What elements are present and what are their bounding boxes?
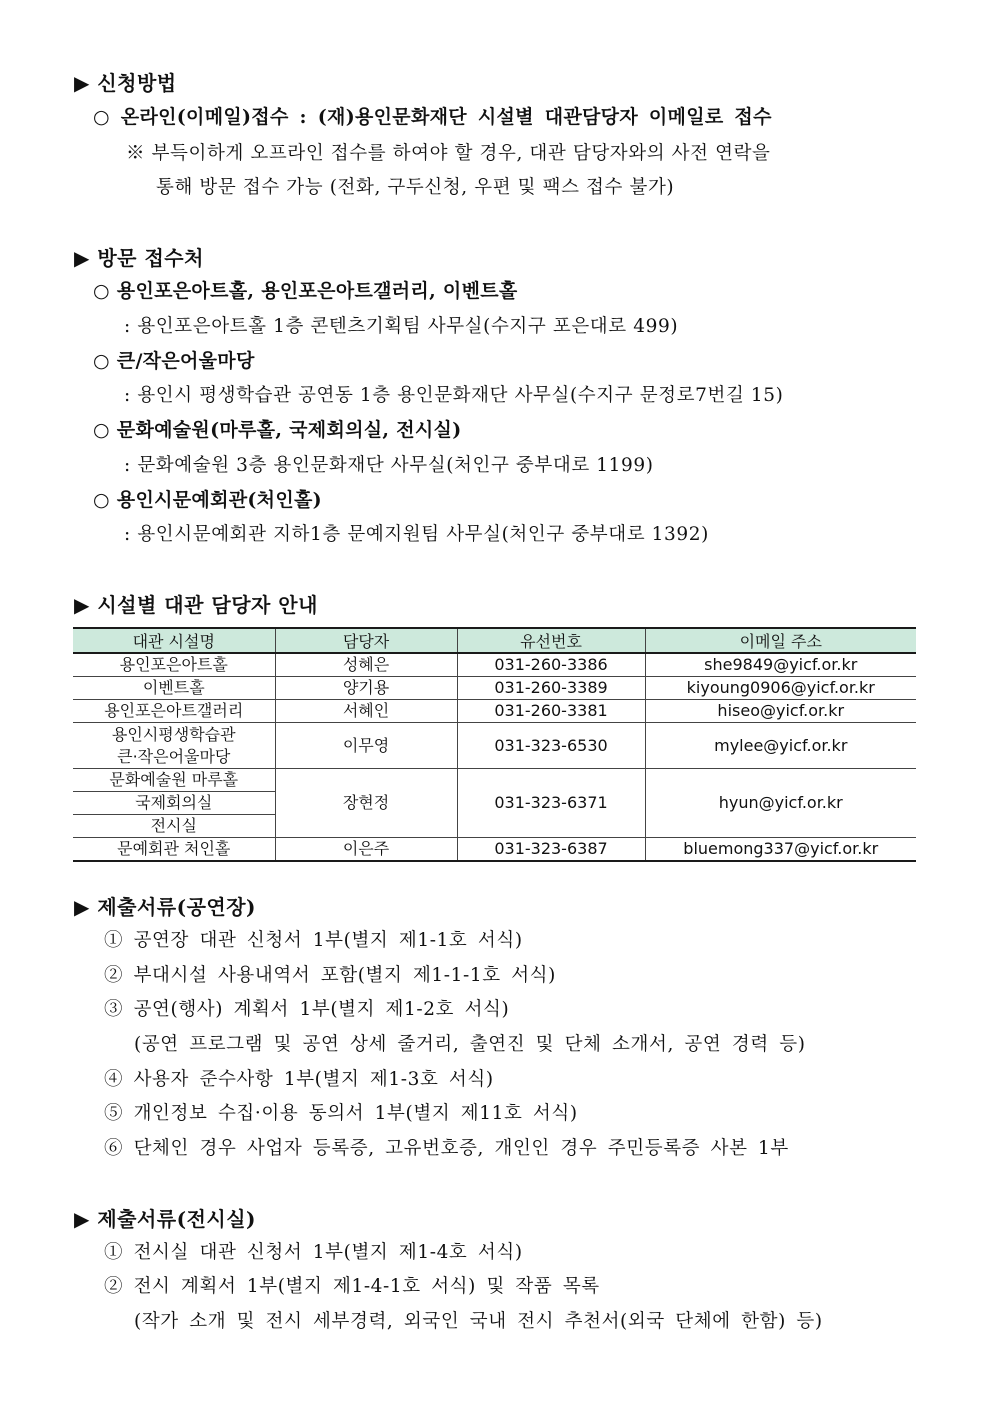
venue-name-eoulmadang: ○ 큰/작은어울마당	[93, 350, 255, 372]
manager-cell: 서혜인	[275, 700, 457, 723]
document-item: ② 전시 계획서 1부(별지 제1-4-1호 서식) 및 작품 목록	[104, 1276, 600, 1297]
table-row	[73, 700, 916, 723]
manager-cell: 이은주	[275, 838, 457, 862]
offline-note-line1: ※ 부득이하게 오프라인 접수를 하여야 할 경우, 대관 담당자와의 사전 연락을	[126, 143, 771, 164]
table-row	[73, 838, 916, 862]
offline-note-line2: 통해 방문 접수 가능 (전화, 구두신청, 우편 및 팩스 접수 불가)	[156, 177, 675, 198]
document-item: ① 공연장 대관 신청서 1부(별지 제1-1호 서식)	[104, 930, 523, 951]
section-heading-visit: ▶ 방문 접수처	[74, 246, 204, 270]
document-item-detail: (공연 프로그램 및 공연 상세 줄거리, 출연진 및 단체 소개서, 공연 경력 등)	[134, 1034, 806, 1055]
facility-cell: 국제회의실	[73, 792, 275, 815]
table-row	[73, 677, 916, 700]
table-row	[73, 723, 916, 769]
venue-address-poeun: : 용인포은아트홀 1층 콘텐츠기획팀 사무실(수지구 포은대로 499)	[124, 316, 679, 337]
email-cell: she9849@yicf.or.kr	[645, 653, 916, 677]
table-row	[73, 769, 916, 792]
online-application-item: ○ 온라인(이메일)접수 : (재)용인문화재단 시설별 대관담당자 이메일로 접수	[93, 106, 772, 128]
manager-cell: 이무영	[275, 723, 457, 769]
column-header-email: 이메일 주소	[645, 628, 916, 653]
column-header-manager: 담당자	[275, 628, 457, 653]
document-item: ⑤ 개인정보 수집·이용 동의서 1부(별지 제11호 서식)	[104, 1103, 578, 1124]
phone-cell: 031-323-6530	[457, 723, 645, 769]
document-item: ③ 공연(행사) 계획서 1부(별지 제1-2호 서식)	[104, 999, 510, 1020]
venue-address-cheoin-hall: : 용인시문예회관 지하1층 문예지원팀 사무실(처인구 중부대로 1392)	[124, 524, 709, 545]
email-cell: hiseo@yicf.or.kr	[645, 700, 916, 723]
phone-cell: 031-260-3381	[457, 700, 645, 723]
venue-name-cheoin-hall: ○ 용인시문예회관(처인홀)	[93, 489, 322, 511]
section-heading-documents-performance: ▶ 제출서류(공연장)	[74, 895, 257, 919]
document-item: ④ 사용자 준수사항 1부(별지 제1-3호 서식)	[104, 1069, 494, 1090]
table-header-row	[73, 628, 916, 653]
facility-cell: 전시실	[73, 815, 275, 838]
facility-cell: 문화예술원 마루홀	[73, 769, 275, 792]
facility-line: 용인시평생학습관	[111, 724, 236, 744]
column-header-facility: 대관 시설명	[73, 628, 275, 653]
facility-cell	[73, 723, 275, 769]
venue-name-poeun: ○ 용인포은아트홀, 용인포은아트갤러리, 이벤트홀	[93, 280, 518, 302]
document-item: ② 부대시설 사용내역서 포함(별지 제1-1-1호 서식)	[104, 965, 556, 986]
section-heading-documents-exhibition: ▶ 제출서류(전시실)	[74, 1207, 257, 1231]
phone-cell: 031-323-6387	[457, 838, 645, 862]
email-cell: hyun@yicf.or.kr	[645, 769, 916, 838]
facility-cell: 용인포은아트홀	[73, 653, 275, 677]
venue-address-eoulmadang: : 용인시 평생학습관 공연동 1층 용인문화재단 사무실(수지구 문정로7번길 15)	[124, 385, 784, 406]
contacts-table	[73, 627, 916, 862]
facility-cell: 용인포은아트갤러리	[73, 700, 275, 723]
manager-cell: 장현정	[275, 769, 457, 838]
phone-cell: 031-323-6371	[457, 769, 645, 838]
venue-address-arts-center: : 문화예술원 3층 용인문화재단 사무실(처인구 중부대로 1199)	[124, 455, 654, 476]
document-item: ① 전시실 대관 신청서 1부(별지 제1-4호 서식)	[104, 1242, 523, 1263]
section-heading-contacts: ▶ 시설별 대관 담당자 안내	[74, 593, 318, 617]
email-cell: kiyoung0906@yicf.or.kr	[645, 677, 916, 700]
table-row	[73, 653, 916, 677]
facility-line: 큰·작은어울마당	[117, 746, 231, 766]
section-heading-application: ▶ 신청방법	[74, 71, 177, 95]
column-header-phone: 유선번호	[457, 628, 645, 653]
document-item: ⑥ 단체인 경우 사업자 등록증, 고유번호증, 개인인 경우 주민등록증 사본 1부	[104, 1138, 789, 1159]
document-item-detail: (작가 소개 및 전시 세부경력, 외국인 국내 전시 추천서(외국 단체에 한함) 등)	[134, 1311, 823, 1332]
facility-cell: 이벤트홀	[73, 677, 275, 700]
venue-name-arts-center: ○ 문화예술원(마루홀, 국제회의실, 전시실)	[93, 419, 462, 441]
email-cell: bluemong337@yicf.or.kr	[645, 838, 916, 862]
email-cell: mylee@yicf.or.kr	[645, 723, 916, 769]
manager-cell: 양기용	[275, 677, 457, 700]
phone-cell: 031-260-3386	[457, 653, 645, 677]
manager-cell: 성혜은	[275, 653, 457, 677]
phone-cell: 031-260-3389	[457, 677, 645, 700]
facility-cell: 문예회관 처인홀	[73, 838, 275, 862]
